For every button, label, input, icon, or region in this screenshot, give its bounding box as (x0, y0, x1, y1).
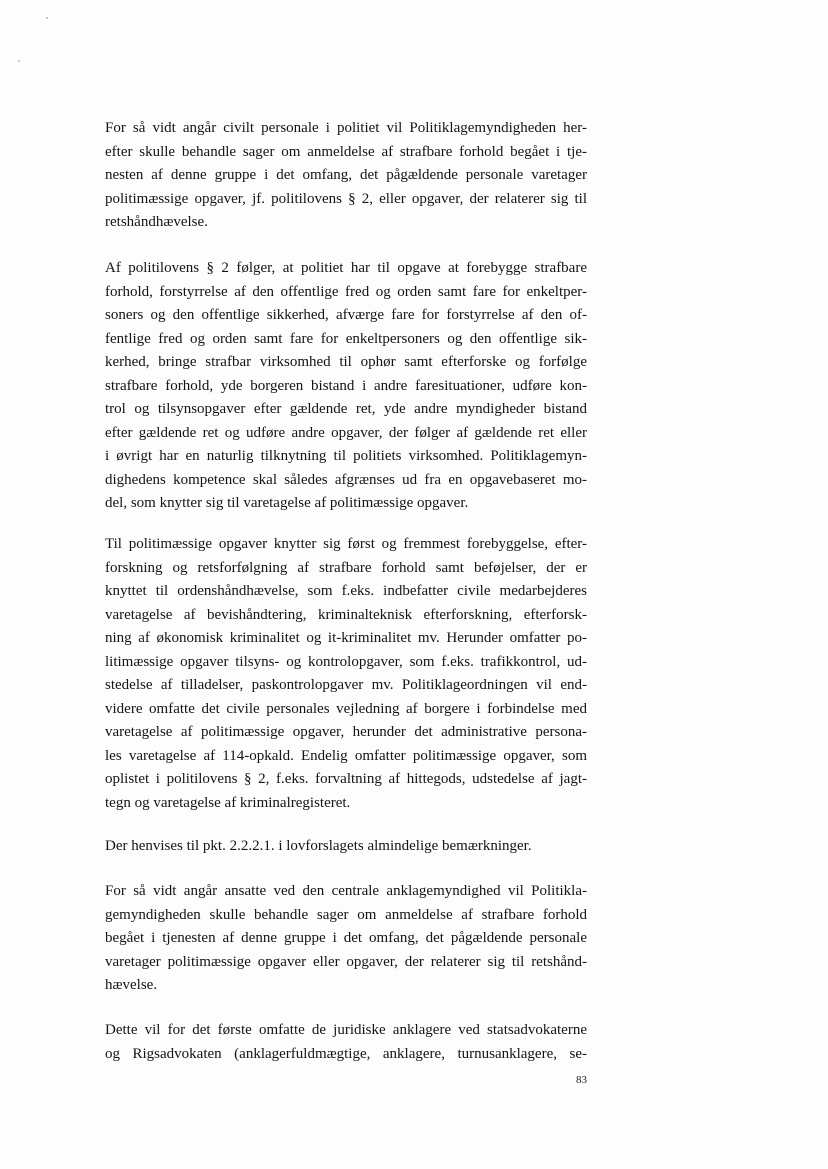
paragraph-prosecution-staff (105, 880, 587, 998)
scan-speck (46, 17, 48, 19)
text-line: trol og tilsynsopgaver efter gældende ret, yde andre myndigheder bistand (105, 401, 587, 417)
text-line: i øvrigt har en naturlig tilknytning til politiets virksomhed. Politiklagemyn- (105, 448, 587, 464)
paragraph-civilian-staff (105, 117, 587, 235)
text-line: Til politimæssige opgaver knytter sig først og fremmest forebyggelse, efter- (105, 536, 587, 552)
text-line: Af politilovens § 2 følger, at politiet har til opgave at forebygge strafbare (105, 260, 587, 276)
text-line: forhold, forstyrrelse af den offentlige fred og orden samt fare for enkeltper- (105, 283, 587, 300)
text-line: del, som knytter sig til varetagelse af politimæssige opgaver. (105, 495, 469, 511)
text-line: videre omfatte det civile personales vejledning af borgere i forbindelse med (105, 700, 587, 717)
text-line: ning af økonomisk kriminalitet og it-kriminalitet mv. Herunder omfatter po- (105, 630, 587, 646)
text-line: kerhed, bringe strafbar virksomhed til ophør samt efterforske og forfølge (105, 354, 587, 370)
text-line: les varetagelse af 114-opkald. Endelig omfatter politimæssige opgaver, som (105, 747, 587, 764)
text-line: varetager politimæssige opgaver eller opgaver, der relaterer sig til retshånd- (105, 953, 587, 970)
text-line: knyttet til ordenshåndhævelse, som f.eks. indbefatter civile medarbejderes (105, 583, 587, 599)
page-number: 83 (576, 1074, 587, 1086)
text-line: efter gældende ret og udføre andre opgaver, der følger af gældende ret eller (105, 424, 587, 441)
text-line: oplistet i politilovens § 2, f.eks. forvaltning af hittegods, udstedelse af jagt- (105, 771, 587, 787)
text-line: For så vidt angår ansatte ved den centrale anklagemyndighed vil Politikla- (105, 883, 587, 899)
text-line: retshåndhævelse. (105, 214, 208, 230)
text-line: Der henvises til pkt. 2.2.2.1. i lovforslagets almindelige bemærkninger. (105, 838, 532, 854)
scan-speck (18, 60, 20, 62)
text-line: hævelse. (105, 977, 158, 993)
text-line: stedelse af tilladelser, paskontrolopgaver mv. Politiklageordningen vil end- (105, 677, 587, 693)
text-line: politimæssige opgaver, jf. politilovens § 2, eller opgaver, der relaterer sig til (105, 190, 587, 207)
text-line: For så vidt angår civilt personale i politiet vil Politiklagemyndigheden her- (105, 120, 587, 136)
text-line: forskning og retsforfølgning af strafbare forhold samt beføjelser, der er (105, 559, 587, 576)
text-line: tegn og varetagelse af kriminalregisteret. (105, 794, 351, 811)
text-line: dighedens kompetence skal således afgrænses ud fra en opgavebaseret mo- (105, 471, 587, 488)
text-line: nesten af denne gruppe i det omfang, det pågældende personale varetager (105, 167, 587, 183)
text-line: fentlige fred og orden samt fare for enkeltpersoners og den offentlige sik- (105, 330, 587, 347)
text-line: litimæssige opgaver tilsyns- og kontrolopgaver, som f.eks. trafikkontrol, ud- (105, 653, 587, 670)
paragraph-reference (105, 835, 587, 859)
paragraph-legal-prosecutors (105, 1019, 587, 1066)
text-line: soners og den offentlige sikkerhed, afværge fare for forstyrrelse af den of- (105, 307, 587, 323)
text-line: gemyndigheden skulle behandle sager om anmeldelse af strafbare forhold (105, 906, 587, 923)
text-line: begået i tjenesten af denne gruppe i det omfang, det pågældende personale (105, 930, 587, 946)
text-line: efter skulle behandle sager om anmeldelse af strafbare forhold begået i tje- (105, 143, 587, 160)
text-line: varetagelse af bevishåndtering, kriminalteknisk efterforskning, efterforsk- (105, 606, 587, 623)
text-line: og Rigsadvokaten (anklagerfuldmægtige, anklagere, turnusanklagere, se- (105, 1045, 587, 1062)
text-line: Dette vil for det første omfatte de juridiske anklagere ved statsadvokaterne (105, 1022, 587, 1038)
paragraph-police-act-section-2 (105, 257, 587, 516)
paragraph-police-tasks (105, 533, 587, 815)
text-line: varetagelse af politimæssige opgaver, herunder det administrative persona- (105, 724, 587, 740)
text-line: strafbare forhold, yde borgeren bistand i andre faresituationer, udføre kon- (105, 377, 587, 394)
